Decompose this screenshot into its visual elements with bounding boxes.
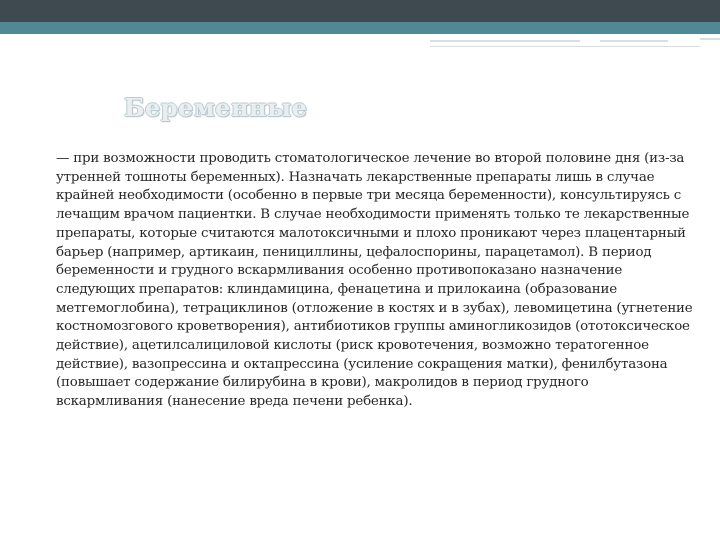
decorative-line [600,40,668,42]
decorative-line [700,38,720,40]
decorative-line [430,46,700,47]
decorative-line [430,40,580,42]
top-band-teal [0,22,720,34]
slide-body-text: — при возможности проводить стоматологическое лечение во второй половине дня (из-за утренней тошноты беременных). Назначать лекарственные препараты лишь в случае крайней необходимости (особенно в первые три месяца беременности), консультируясь с лечащим врачом пациентки. В случае необходимости применять только те лекарственные препараты, которые считаются малотоксичными и плохо проникают через плацентарный барьер (например, артикаин, пенициллины, цефалоспорины, парацетамол). В период беременности и грудного вскармливания особенно противопоказано назначение следующих препаратов: клиндамицина, фенацетина и прилокаина (образование метгемоглобина), тетрациклинов (отложение в костях и в зубах), левомицетина (угнетение костномозгового кроветворения), антибиотиков группы аминогликозидов (ототоксическое действие), ацетилсалициловой кислоты (риск кровотечения, возможно тератогенное действие), вазопрессина и октапрессина (усиление сокращения матки), фенилбутазона (повышает содержание билирубина в крови), макролидов в период грудного вскармливания (нанесение вреда печени ребенка). [56,151,693,410]
top-band-dark [0,0,720,22]
slide-title: Беременные [124,93,308,122]
